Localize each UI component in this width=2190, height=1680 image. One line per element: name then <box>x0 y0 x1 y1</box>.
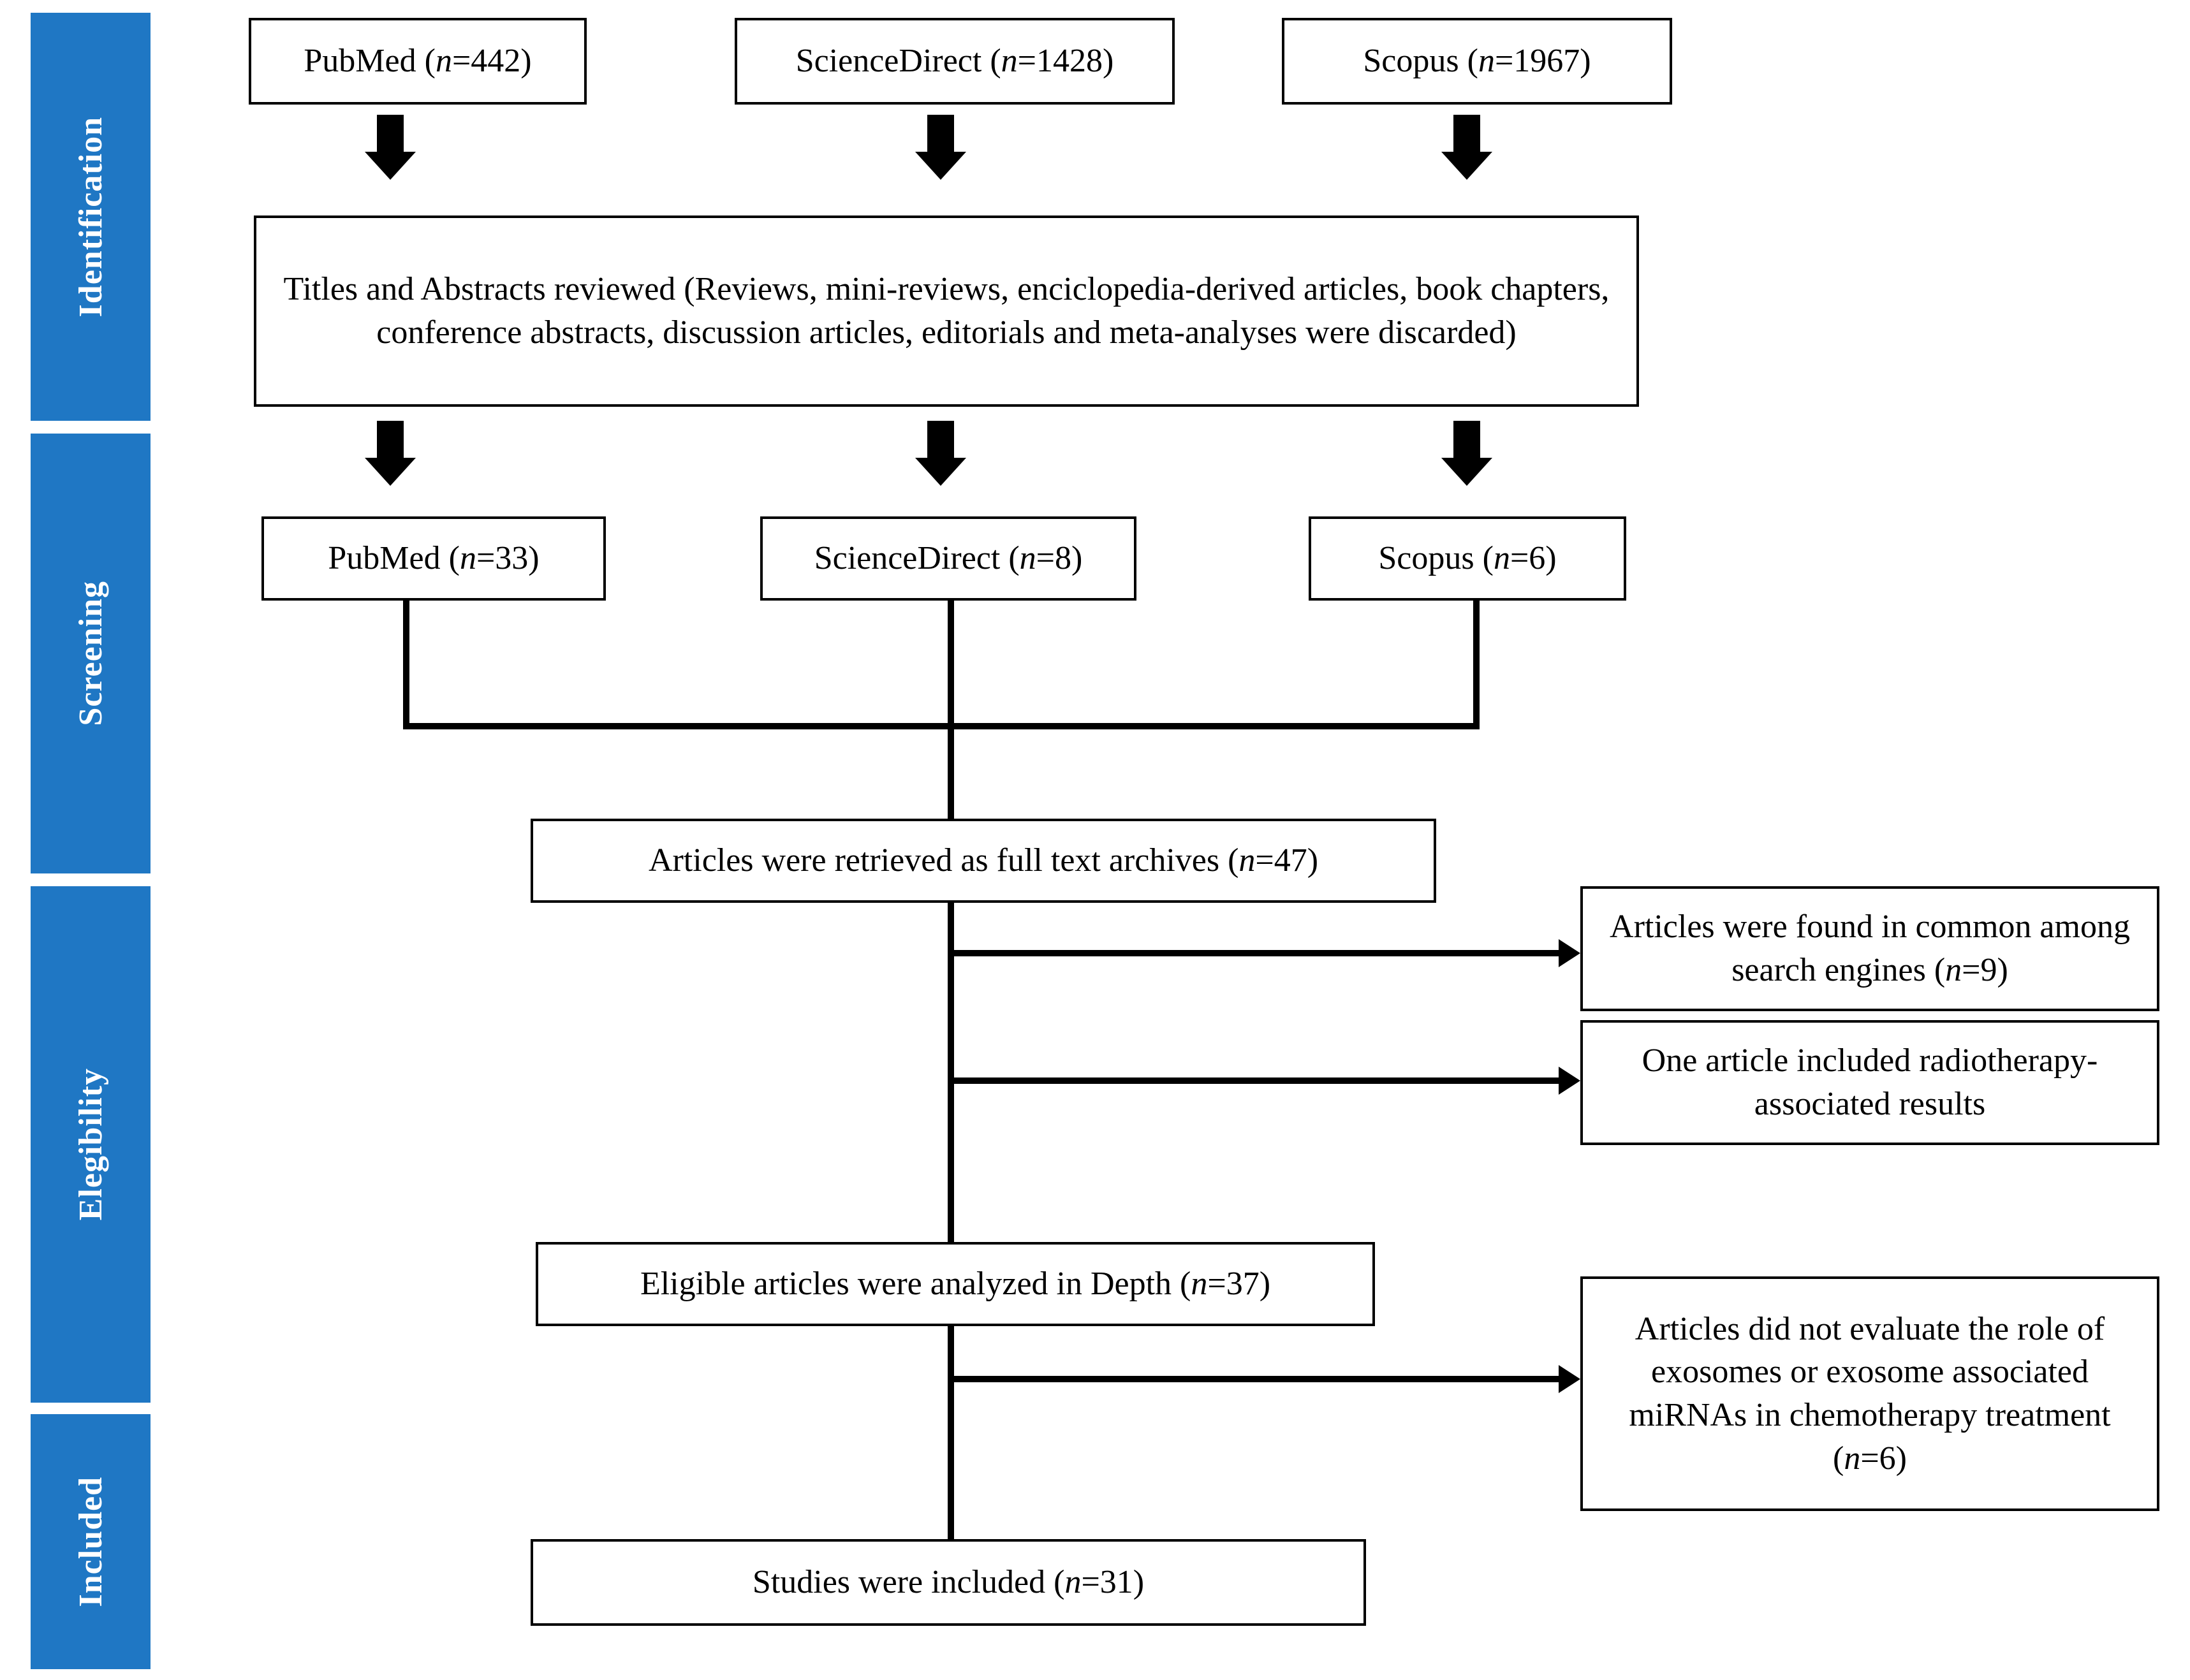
review-box-label: Titles and Abstracts reviewed (Reviews, mini-reviews, enciclopedia-derived articles, book chapters, conference abstracts, discussion articles, editorials and meta-analyses were discarded) <box>283 271 1610 351</box>
stage-bar-included <box>31 1414 151 1669</box>
screened-label-scopus: Scopus (n=6) <box>1378 540 1557 577</box>
stage-bar-elegibility <box>31 886 151 1403</box>
main-spine <box>948 903 954 1539</box>
stage-bar-screening <box>31 434 151 873</box>
source-box-sciencedirect <box>735 18 1175 105</box>
connector-scopus-down <box>1473 601 1480 728</box>
included-label: Studies were included (n=31) <box>752 1564 1145 1601</box>
screened-box-sciencedirect <box>760 516 1136 601</box>
connector-pubmed-down <box>403 601 409 728</box>
branch-exclusion-3-line <box>948 1376 1560 1382</box>
retrieved-box <box>531 819 1436 903</box>
exclusion-label-common: Articles were found in common among search engines (n=9) <box>1610 909 2130 988</box>
stage-label-elegibility: Elegibility <box>72 1068 109 1221</box>
stage-bar-identification <box>31 13 151 421</box>
stage-label-screening: Screening <box>72 581 109 726</box>
review-box <box>254 215 1639 407</box>
exclusion-box-exosomes <box>1580 1276 2159 1511</box>
connector-merge-horizontal <box>403 723 1480 729</box>
branch-exclusion-2-line <box>948 1077 1560 1084</box>
eligible-label: Eligible articles were analyzed in Depth (n=37) <box>640 1266 1271 1303</box>
eligible-box <box>536 1242 1375 1326</box>
screened-box-pubmed <box>261 516 606 601</box>
connector-center-down <box>948 601 954 849</box>
exclusion-box-common <box>1580 886 2159 1011</box>
source-box-pubmed <box>249 18 587 105</box>
stage-label-included: Included <box>72 1476 109 1607</box>
exclusion-label-radiotherapy: One article included radiotherapy-associated results <box>1642 1042 2098 1122</box>
screened-label-sciencedirect: ScienceDirect (n=8) <box>814 540 1083 577</box>
exclusion-label-exosomes: Articles did not evaluate the role of exosomes or exosome associated miRNAs in chemotherapy treatment (n=6) <box>1629 1310 2111 1477</box>
included-box <box>531 1539 1366 1626</box>
retrieved-label: Articles were retrieved as full text archives (n=47) <box>648 842 1319 879</box>
screened-label-pubmed: PubMed (n=33) <box>328 540 540 577</box>
source-box-scopus <box>1282 18 1672 105</box>
source-label-scopus: Scopus (n=1967) <box>1363 43 1591 80</box>
screened-box-scopus <box>1309 516 1626 601</box>
stage-label-identification: Identification <box>72 116 109 318</box>
exclusion-box-radiotherapy <box>1580 1020 2159 1145</box>
source-label-sciencedirect: ScienceDirect (n=1428) <box>795 43 1114 80</box>
source-label-pubmed: PubMed (n=442) <box>304 43 532 80</box>
branch-exclusion-1-line <box>948 950 1560 956</box>
